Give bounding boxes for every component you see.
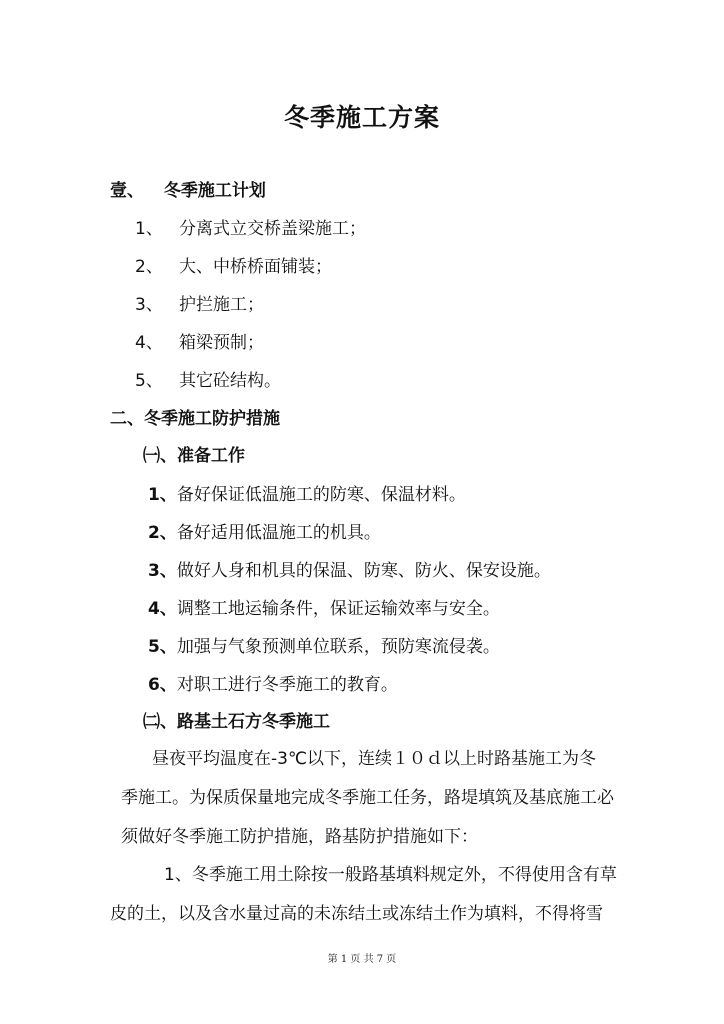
list-item: 4、 箱梁预制； — [135, 333, 264, 353]
list-item: 5、 其它砼结构。 — [135, 371, 281, 391]
list-item: 2、备好适用低温施工的机具。 — [148, 523, 381, 543]
list-item: 2、 大、中桥桥面铺装； — [135, 257, 332, 277]
list-item: 1、备好保证低温施工的防寒、保温材料。 — [148, 485, 466, 505]
paragraph-line: 皮的土，以及含水量过高的未冻结土或冻结土作为填料，不得将雪 — [110, 904, 603, 924]
list-item: 6、对职工进行冬季施工的教育。 — [148, 675, 398, 695]
section1-title: 冬季施工计划 — [163, 181, 266, 201]
paragraph-line: 须做好冬季施工防护措施，路基防护措施如下： — [121, 827, 478, 847]
list-item: 3、做好人身和机具的保温、防寒、防火、保安设施。 — [148, 561, 551, 581]
list-item: 1、 分离式立交桥盖梁施工； — [135, 219, 366, 239]
paragraph-line: 季施工。为保质保量地完成冬季施工任务，路堤填筑及基底施工必 — [121, 788, 614, 808]
paragraph-line: 1、冬季施工用土除按一般路基填料规定外，不得使用含有草 — [164, 865, 617, 885]
list-item: 3、 护拦施工； — [135, 295, 264, 315]
list-item: 5、加强与气象预测单位联系，预防寒流侵袭。 — [148, 637, 500, 657]
document-title: 冬季施工方案 — [283, 103, 440, 132]
paragraph-line: 昼夜平均温度在-3℃以下，连续１０ｄ以上时路基施工为冬 — [152, 749, 597, 769]
section1-heading — [110, 180, 266, 202]
list-item: 4、调整工地运输条件，保证运输效率与安全。 — [148, 599, 500, 619]
section2-heading: 二、冬季施工防护措施 — [110, 409, 280, 429]
section1-number: 壹、 — [110, 181, 144, 201]
subsection1-heading: ㈠、准备工作 — [143, 446, 245, 466]
subsection2-heading: ㈡、路基土石方冬季施工 — [143, 712, 330, 732]
page-footer: 第 1 页 共 7 页 — [327, 954, 397, 965]
